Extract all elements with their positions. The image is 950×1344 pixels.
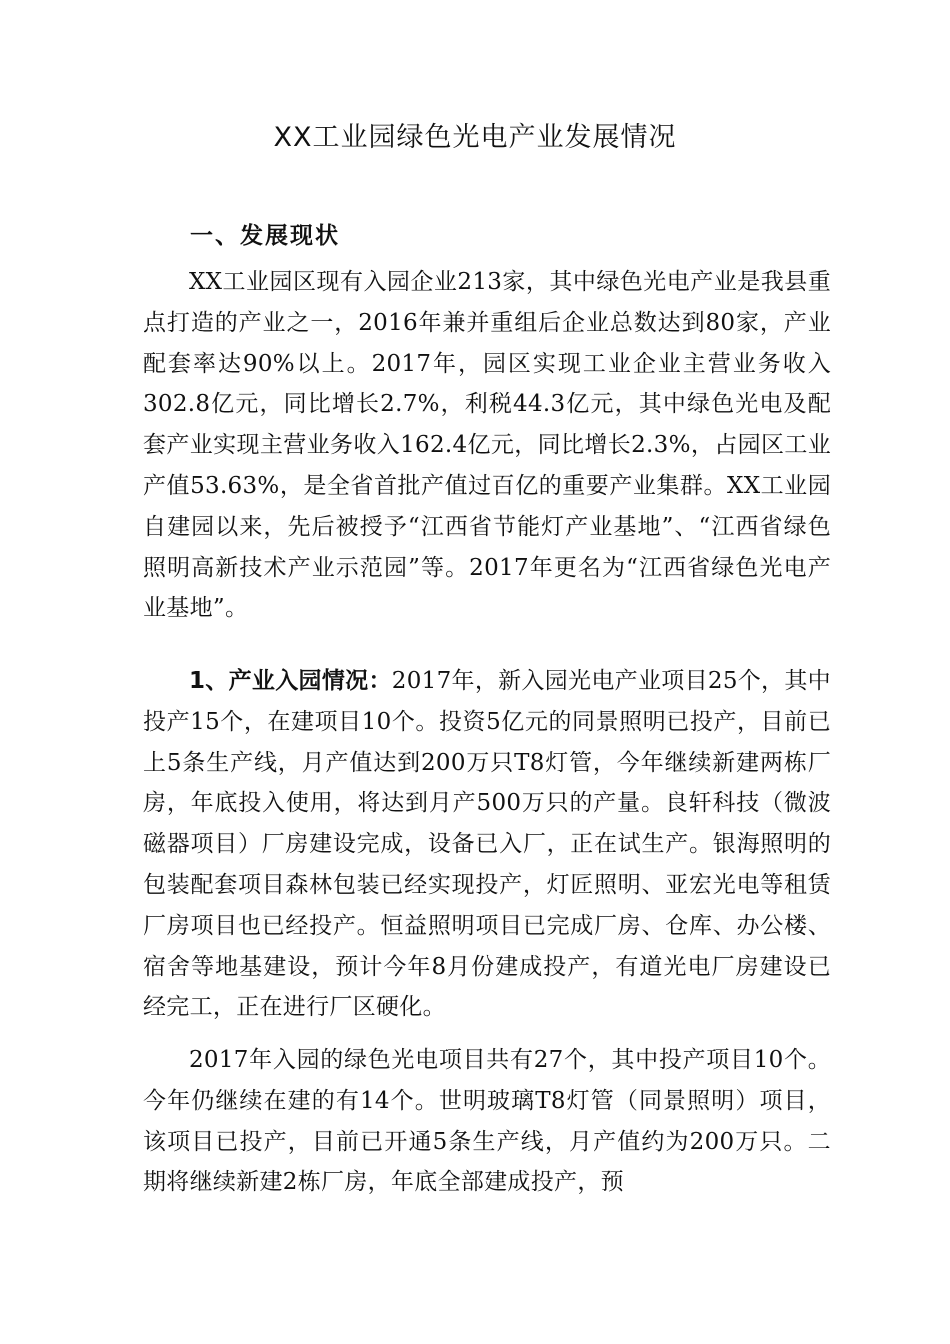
paragraph-projects-2017 [143,1040,831,1203]
paragraph-text: 2017年入园的绿色光电项目共有27个，其中投产项目10个。今年仍继续在建的有14个。世明玻璃T8灯管（同景照明）项目，该项目已投产，目前已开通5条生产线，月产值约为200万只。二期将继续新建2栋厂房，年底全部建成投产，预 [143,1047,831,1196]
paragraph-text: 2017年，新入园光电产业项目25个，其中投产15个，在建项目10个。投资5亿元的同景照明已投产，目前已上5条生产线，月产值达到200万只T8灯管，今年继续新建两栋厂房，年底投入使用，将达到月产500万只的产量。良轩科技（微波磁器项目）厂房建设完成，设备已入厂，正在试生产。银海照明的包装配套项目森林包装已经实现投产，灯匠照明、亚宏光电等租赁厂房项目也已经投产。恒益照明项目已完成厂房、仓库、办公楼、宿舍等地基建设，预计今年8月份建成投产，有道光电厂房建设已经完工，正在进行厂区硬化。 [143,668,831,1021]
section-heading: 一、发展现状 [190,223,340,249]
paragraph-text: XX工业园区现有入园企业213家，其中绿色光电产业是我县重点打造的产业之一，2016年兼并重组后企业总数达到80家，产业配套率达90%以上。2017年，园区实现工业企业主营业务收入302.8亿元，同比增长2.7%，利税44.3亿元，其中绿色光电及配套产业实现主营业务收入162.4亿元，同比增长2.3%，占园区工业产值53.63%，是全省首批产值过百亿的重要产业集群。XX工业园自建园以来，先后被授予“江西省节能灯产业基地”、“江西省绿色照明高新技术产业示范园”等。2017年更名为“江西省绿色光电产业基地”。 [143,269,831,622]
paragraph-lead: 1、产业入园情况： [189,668,392,694]
paragraph-park-entry [143,661,831,1028]
paragraph-status [143,262,831,629]
document-title: XX工业园绿色光电产业发展情况 [273,122,677,153]
